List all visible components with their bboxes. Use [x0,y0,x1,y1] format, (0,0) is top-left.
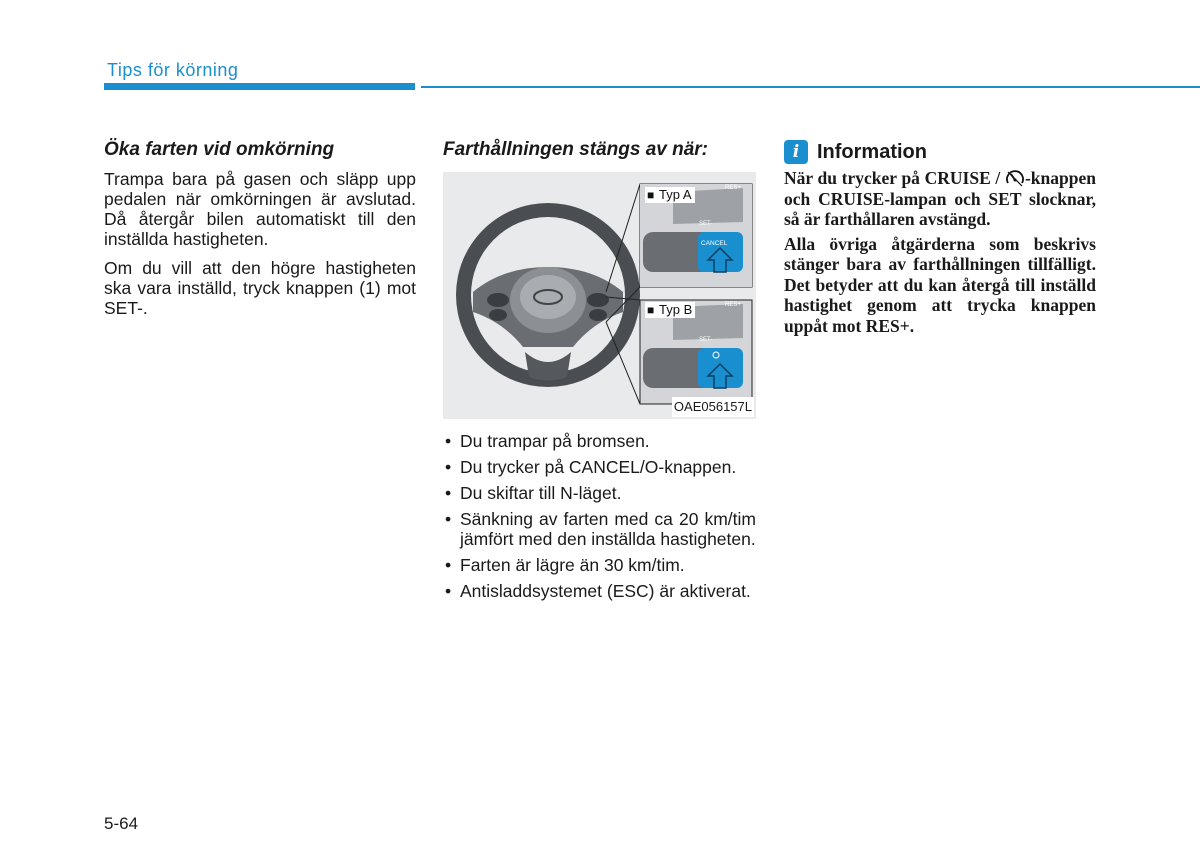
information-title: Information [817,141,927,163]
overtaking-paragraph-1: Trampa bara på gasen och släpp upp pedalen när omkörningen är avslutad. Då återgår bilen automatiskt till den inställda hastigheten. [104,169,416,249]
section-title: Tips för körning [107,60,239,80]
svg-text:■: ■ [647,303,655,317]
cruise-off-list [443,431,756,601]
cruise-speedometer-icon [1005,169,1025,187]
steering-wheel-illustration [443,172,756,419]
list-item: • Antisladdsystemet (ESC) är aktiverat. [443,581,756,601]
page-number: 5-64 [104,814,139,833]
list-item: • Farten är lägre än 30 km/tim. [443,555,756,575]
information-text-part: När du trycker på CRUISE / [784,168,1005,188]
set-label-a: SET- [699,221,713,227]
overtaking-paragraph-2: Om du vill att den högre hastigheten ska vara inställd, tryck knappen (1) mot SET-. [104,258,416,318]
information-paragraph-1 [784,168,1096,230]
res-label-b: RES+ [725,302,741,308]
list-item: • Sänkning av farten med ca 20 km/tim jämfört med den inställda hastigheten. [443,509,756,549]
information-header [784,140,1096,164]
steering-wheel-figure [443,172,756,419]
svg-text:■: ■ [647,188,655,202]
set-label-b: SET- [699,337,713,343]
list-item: • Du skiftar till N-läget. [443,483,756,503]
middle-column [443,138,756,607]
list-item: • Du trampar på bromsen. [443,431,756,451]
overtaking-heading: Öka farten vid omkörning [104,139,335,160]
type-a-label: Typ A [659,187,692,202]
list-item: • Du trycker på CANCEL/O-knappen. [443,457,756,477]
cruise-off-heading: Farthållningen stängs av när: [443,139,708,160]
header-rule [421,86,1200,88]
res-label-a: RES+ [725,185,741,191]
left-column [104,138,416,327]
information-text-part: -knappen och CRUISE-lampan och SET slocknar, så är farthållaren avstängd. [784,168,1096,229]
information-box [784,140,1096,340]
type-b-label: Typ B [659,302,693,317]
figure-code: OAE056157L [672,397,754,417]
cancel-label: CANCEL [701,240,728,247]
information-paragraph-2: Alla övriga åtgärderna som beskrivs stänger bara av farthållningen tillfälligt. Det betyder att du kan återgå till inställd hastighet genom att trycka knappen uppåt mot RES+. [784,233,1096,336]
info-icon: i [784,140,808,164]
header-accent-bar [104,83,415,90]
